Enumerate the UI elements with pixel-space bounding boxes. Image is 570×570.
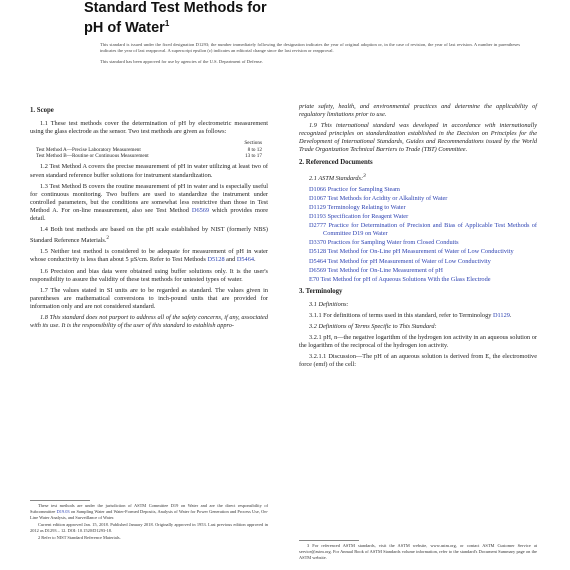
footnote-mark-3: 3 xyxy=(363,172,366,179)
para-3-1-1 xyxy=(299,312,537,320)
ref-title[interactable]: Specification for Reagent Water xyxy=(327,213,409,221)
ref-code[interactable]: D1067 xyxy=(309,194,327,202)
para-1-5-and: and xyxy=(224,256,237,264)
ref-code[interactable]: D5128 xyxy=(309,248,327,256)
title-text: pH of Water xyxy=(84,19,165,36)
para-1-8-continued: priate safety, health, and environmental practices and determine the applicability of regulatory limitations prior to use. xyxy=(299,103,537,119)
referenced-documents-heading: 2. Referenced Documents xyxy=(299,158,373,166)
preamble-dod-note: This standard has been approved for use by agencies of the U.S. Department of Defense. xyxy=(100,58,263,64)
method-sections-table xyxy=(30,139,268,159)
method-b-label: Test Method B—Routine or Continuous Measurement xyxy=(36,153,149,159)
footnote-mark-2: 2 xyxy=(106,235,110,242)
title-footnote-mark: 1 xyxy=(164,19,170,28)
footnote-rule-right xyxy=(299,540,359,541)
para-1-4-text: 1.4 Both test methods are based on the pH scale established by NIST (formerly NBS) Standard Reference Materials. xyxy=(30,226,268,245)
ref-title[interactable]: Test Method for pH of Aqueous Solutions With the Glass Electrode xyxy=(320,275,491,283)
left-column xyxy=(30,103,268,333)
document-title xyxy=(84,0,524,36)
list-item[interactable] xyxy=(299,239,537,247)
para-1-4 xyxy=(30,226,268,245)
ref-code[interactable]: D2777 xyxy=(309,222,327,230)
scope-heading: 1. Scope xyxy=(30,107,54,114)
link-d5464[interactable]: D5464 xyxy=(236,256,255,264)
table-row xyxy=(30,153,268,159)
footnote-2: 2 Refer to NIST Standard Reference Materials. xyxy=(38,534,121,540)
footnote-1-text: These test methods are under the jurisdiction of ASTM Committee D19 on Water and are the direct responsibility of Subcommittee xyxy=(30,503,268,514)
link-d6569[interactable]: D6569 xyxy=(191,206,210,214)
footnote-1 xyxy=(30,503,268,521)
ref-title[interactable]: Terminology Relating to Water xyxy=(327,203,406,211)
para-1-5-tail: . xyxy=(254,256,256,264)
astm-standards-list xyxy=(299,186,537,284)
right-column xyxy=(299,103,537,372)
para-3-2-1-1: 3.2.1.1 Discussion—The pH of an aqueous solution is derived from E, the electromotive force (emf) of the cell: xyxy=(299,353,537,369)
link-d1129[interactable]: D1129 xyxy=(492,311,510,319)
para-1-2: 1.2 Test Method A covers the precise measurement of pH in water utilizing at least two of seven standard reference buffer solutions for instrument standardization. xyxy=(30,163,268,179)
ref-code[interactable]: D1193 xyxy=(309,213,326,221)
para-1-8: 1.8 This standard does not purport to address all of the safety concerns, if any, associated with its use. It is the responsibility of the user of this standard to establish appro- xyxy=(30,314,268,330)
title-line-2 xyxy=(84,16,524,36)
ref-code[interactable]: D6569 xyxy=(309,266,327,274)
para-1-3 xyxy=(30,183,268,223)
para-3-2: 3.2 Definitions of Terms Specific to This Standard: xyxy=(309,322,437,330)
para-1-7: 1.7 The values stated in SI units are to be regarded as standard. The values given in parentheses are mathematical conversions to inch-pound units that are provided for information only and are not considered standard. xyxy=(30,286,268,310)
ref-title[interactable]: Practice for Sampling Steam xyxy=(327,185,400,193)
preamble-designation-note: This standard is issued under the fixed designation D1293; the number immediately following the designation indicates the year of original adoption or, in the case of revision, the year of last revision. A number in parentheses indicates the year of last reapproval. A superscript epsilon (ε) indicates an editorial change since the last revision or reapproval. xyxy=(100,42,520,54)
footnote-1-tail: on Sampling Water and Water-Formed Deposits, Analysis of Water for Power Generation and Process Use, On-Line Water Analysis, and Surveillance of Water. xyxy=(30,508,268,520)
footnote-1-edition: Current edition approved Jan. 15, 2018. Published January 2018. Originally approved in 1953. Last previous edition approved in 2012 as D1293 – 12. DOI: 10.1520/D1293-18. xyxy=(30,521,268,533)
para-2-1 xyxy=(299,172,537,183)
terminology-heading: 3. Terminology xyxy=(299,287,343,295)
ref-code[interactable]: D5464 xyxy=(309,257,327,265)
ref-title[interactable]: Test Method for On-Line Measurement of pH xyxy=(327,266,443,274)
link-d19-03[interactable]: D19.03 xyxy=(56,508,70,514)
list-item[interactable] xyxy=(299,276,537,284)
ref-code[interactable]: D1129 xyxy=(309,203,326,211)
para-1-3-text: 1.3 Test Method B covers the routine measurement of pH in water and is especially useful for continuous monitoring. Two buffers are used to standardize the instrument under controlled parameters, but the conditions are somewhat less restrictive than those in Test Method A. For on-line measurement, also see Test Method xyxy=(30,182,268,214)
ref-code[interactable]: D3370 xyxy=(309,239,327,247)
footnote-rule-left xyxy=(30,500,90,501)
list-item[interactable] xyxy=(299,204,537,212)
ref-code[interactable]: E70 xyxy=(309,275,320,283)
ref-title[interactable]: Test Method for pH Measurement of Water of Low Conductivity xyxy=(327,257,491,265)
method-a-label: Test Method A—Precise Laboratory Measurement xyxy=(36,146,141,153)
footnote-3: 3 For referenced ASTM standards, visit the ASTM website, www.astm.org, or contact ASTM Customer Service at service@astm.org. For Annual Book of ASTM Standards volume information, refer to the standard's Document Summary page on the ASTM website. xyxy=(299,543,537,560)
list-item[interactable] xyxy=(299,186,537,194)
list-item[interactable] xyxy=(299,248,537,256)
para-3-1-1-tail: . xyxy=(509,311,512,319)
ref-title[interactable]: Practice for Determination of Precision and Bias of Applicable Test Methods of Committee D19 on Water xyxy=(323,222,538,238)
para-1-5-text: 1.5 Neither test method is considered to be adequate for measurement of pH in water whose conductivity is less than about 5 µS/cm. Refer to Test Methods xyxy=(30,248,268,264)
ref-title[interactable]: Test Methods for Acidity or Alkalinity of Water xyxy=(327,194,448,202)
list-item[interactable] xyxy=(299,195,537,203)
para-3-1: 3.1 Definitions: xyxy=(309,300,349,308)
title-line-1: Standard Test Methods for xyxy=(84,0,267,16)
footnotes-left xyxy=(30,503,268,541)
para-1-9: 1.9 This international standard was developed in accordance with internationally recognized principles on standardization established in the Decision on Principles for the Development of International Standards, Guides and Recommendations issued by the World Trade Organization Technical Barriers to Trade (TBT) Committee. xyxy=(299,122,537,154)
list-item[interactable] xyxy=(299,222,537,238)
sections-header: Sections xyxy=(244,140,262,147)
para-3-2-1: 3.2.1 pH, n—the negative logarithm of the hydrogen ion activity in an aqueous solution or the logarithm of the reciprocal of the hydrogen ion activity. xyxy=(299,334,537,350)
para-1-5 xyxy=(30,248,268,264)
para-1-3-tail: which provides more detail. xyxy=(30,206,268,222)
ref-code[interactable]: D1066 xyxy=(309,185,327,193)
para-1-6: 1.6 Precision and bias data were obtained using buffer solutions only. It is the user's responsibility to assure the validity of these test methods for untested types of water. xyxy=(30,267,268,283)
para-2-1-text: 2.1 ASTM Standards: xyxy=(309,174,364,182)
list-item[interactable] xyxy=(299,267,537,275)
list-item[interactable] xyxy=(299,258,537,266)
list-item[interactable] xyxy=(299,213,537,221)
method-b-sections: 13 to 17 xyxy=(244,153,262,159)
para-1-1: 1.1 These test methods cover the determination of pH by electrometric measurement using the glass electrode as the sensor. Two test methods are given as follows: xyxy=(30,120,268,136)
para-3-1-1-text: 3.1.1 For definitions of terms used in this standard, refer to Terminology xyxy=(309,311,493,319)
footnotes-right xyxy=(299,543,537,562)
link-d5128[interactable]: D5128 xyxy=(207,256,225,264)
preamble xyxy=(100,42,520,69)
ref-title[interactable]: Practices for Sampling Water from Closed Conduits xyxy=(327,239,459,247)
method-a-sections: 8 to 12 xyxy=(247,146,262,153)
ref-title[interactable]: Test Method for On-Line pH Measurement of Water of Low Conductivity xyxy=(327,248,514,256)
